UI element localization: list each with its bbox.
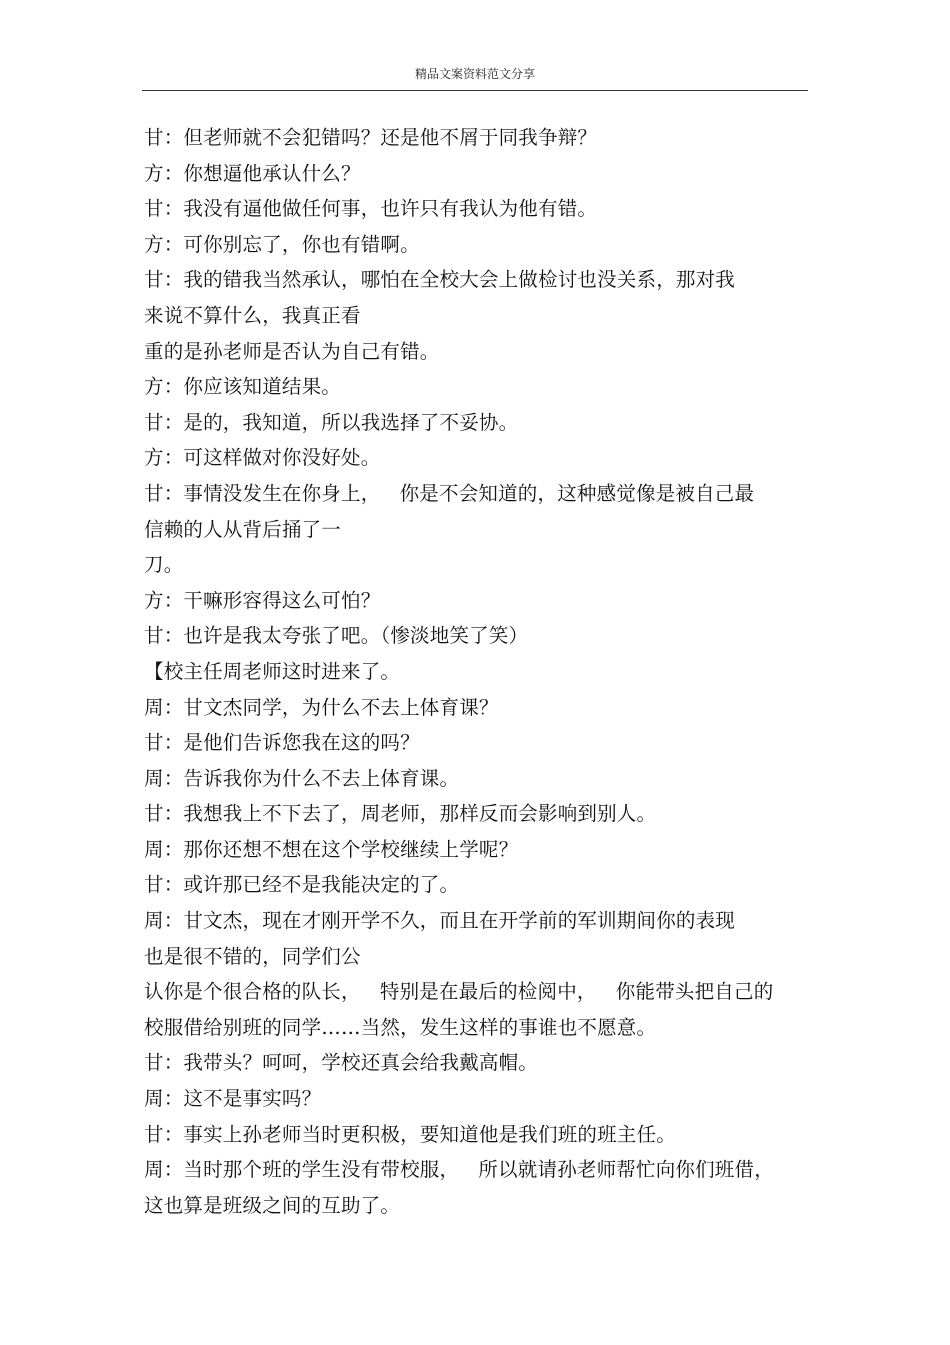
dialogue-line: 刀。: [144, 553, 184, 577]
dialogue-line: 来说不算什么，我真正看: [144, 303, 361, 327]
dialogue-line: 校服借给别班的同学……当然，发生这样的事谁也不愿意。: [144, 1015, 657, 1039]
dialogue-line: 周：那你还想不想在这个学校继续上学呢？: [144, 837, 519, 861]
dialogue-line: 甘：也许是我太夸张了吧。（惨淡地笑了笑）: [144, 624, 529, 648]
dialogue-line: 方：可你别忘了，你也有错啊。: [144, 232, 420, 256]
dialogue-line: 周：告诉我你为什么不去上体育课。: [144, 766, 460, 790]
dialogue-line: 甘：是他们告诉您我在这的吗？: [144, 731, 420, 755]
dialogue-line: 甘：但老师就不会犯错吗？还是他不屑于同我争辩？: [144, 126, 598, 149]
dialogue-line: 重的是孙老师是否认为自己有错。: [144, 339, 440, 363]
dialogue-line: 周：这不是事实吗？: [144, 1087, 322, 1111]
dialogue-body: [144, 120, 810, 1223]
dialogue-line: 甘：事实上孙老师当时更积极，要知道他是我们班的班主任。: [144, 1122, 676, 1146]
stage-direction: 【校主任周老师这时进来了。: [144, 659, 401, 683]
header-divider: [142, 90, 808, 91]
dialogue-line: 甘：我的错我当然承认，哪怕在全校大会上做检讨也没关系，那对我: [144, 268, 736, 292]
dialogue-line: 甘：我带头？呵呵，学校还真会给我戴高帽。: [144, 1051, 539, 1075]
dialogue-line: 甘：或许那已经不是我能决定的了。: [144, 873, 460, 897]
dialogue-line: 这也算是班级之间的互助了。: [144, 1193, 401, 1217]
dialogue-line: 信赖的人从背后捅了一: [144, 517, 342, 541]
dialogue-line: 周：甘文杰，现在才刚开学不久，而且在开学前的军训期间你的表现: [144, 909, 736, 933]
dialogue-line: 甘：是的，我知道，所以我选择了不妥协。: [144, 410, 519, 434]
page-header: 精品文案资料范文分享: [414, 67, 535, 81]
dialogue-line: 周：甘文杰同学，为什么不去上体育课？: [144, 695, 499, 719]
dialogue-line: 方：可这样做对你没好处。: [144, 446, 381, 470]
dialogue-line: 认你是个很合格的队长， 特别是在最后的检阅中， 你能带头把自己的: [144, 980, 774, 1004]
dialogue-line: 甘：我想我上不下去了，周老师，那样反而会影响到别人。: [144, 802, 657, 826]
dialogue-line: 周：当时那个班的学生没有带校服， 所以就请孙老师帮忙向你们班借，: [144, 1158, 774, 1182]
dialogue-line: 甘：我没有逼他做任何事，也许只有我认为他有错。: [144, 197, 598, 221]
dialogue-line: 方：干嘛形容得这么可怕？: [144, 588, 381, 612]
dialogue-line: 甘：事情没发生在你身上， 你是不会知道的，这种感觉像是被自己最: [144, 481, 755, 505]
dialogue-line: 也是很不错的，同学们公: [144, 944, 361, 968]
dialogue-line: 方：你应该知道结果。: [144, 375, 342, 399]
dialogue-line: 方：你想逼他承认什么？: [144, 161, 361, 185]
